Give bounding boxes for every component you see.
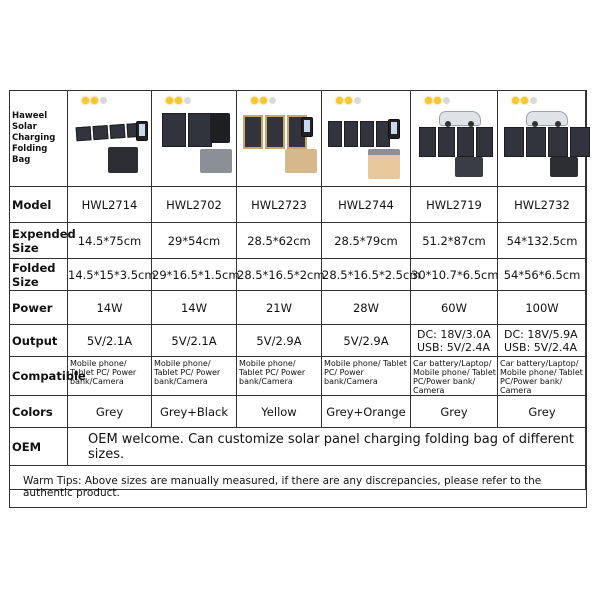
cell-expanded: 51.2*87cm bbox=[411, 223, 498, 259]
compatible-row bbox=[10, 357, 587, 396]
cell-compatible: Car battery/Laptop/ Mobile phone/ Tablet PC/Power bank/ Camera bbox=[498, 357, 587, 396]
phone-icon bbox=[136, 121, 148, 141]
cell-output-multi bbox=[411, 325, 498, 357]
cell-folded: 29*16.5*1.5cm bbox=[152, 259, 237, 291]
sun-icon bbox=[425, 97, 450, 104]
car-icon bbox=[526, 111, 568, 126]
product-image-hwl2723 bbox=[237, 91, 322, 187]
sun-icon bbox=[336, 97, 361, 104]
cell-folded: 28.5*16.5*2cm bbox=[237, 259, 322, 291]
sun-icon bbox=[82, 97, 107, 104]
cell-model: HWL2702 bbox=[152, 187, 237, 223]
cell-model: HWL2732 bbox=[498, 187, 587, 223]
cell-color: Grey bbox=[68, 396, 152, 428]
cell-power: 100W bbox=[498, 291, 587, 325]
folded-size-row bbox=[10, 259, 587, 291]
cell-output-multi bbox=[498, 325, 587, 357]
row-label-power: Power bbox=[10, 291, 68, 325]
cell-compatible: Mobile phone/ Tablet PC/ Power bank/Camera bbox=[152, 357, 237, 396]
cell-compatible: Car battery/Laptop/ Mobile phone/ Tablet PC/Power bank/ Camera bbox=[411, 357, 498, 396]
output-row bbox=[10, 325, 587, 357]
cell-model: HWL2744 bbox=[322, 187, 411, 223]
cell-expanded: 28.5*62cm bbox=[237, 223, 322, 259]
cell-compatible: Mobile phone/ Tablet PC/ Power bank/Camera bbox=[68, 357, 152, 396]
row-label-compatible: Compatible bbox=[10, 357, 68, 396]
expanded-size-row bbox=[10, 223, 587, 259]
cell-output: 5V/2.1A bbox=[68, 325, 152, 357]
cell-color: Grey bbox=[411, 396, 498, 428]
cell-folded: 30*10.7*6.5cm bbox=[411, 259, 498, 291]
cell-color: Grey bbox=[498, 396, 587, 428]
cell-output: 5V/2.9A bbox=[322, 325, 411, 357]
output-dc: DC: 18V/5.9A bbox=[504, 327, 578, 341]
cell-color: Grey+Orange bbox=[322, 396, 411, 428]
spec-table bbox=[9, 90, 587, 508]
cell-folded: 54*56*6.5cm bbox=[498, 259, 587, 291]
power-row bbox=[10, 291, 587, 325]
cell-color: Grey+Black bbox=[152, 396, 237, 428]
sun-icon bbox=[512, 97, 537, 104]
row-label-colors: Colors bbox=[10, 396, 68, 428]
cell-folded: 14.5*15*3.5cm bbox=[68, 259, 152, 291]
row-label-folded: Folded Size bbox=[10, 259, 68, 291]
output-dc: DC: 18V/3.0A bbox=[417, 327, 491, 341]
cell-expanded: 14.5*75cm bbox=[68, 223, 152, 259]
cell-output: 5V/2.9A bbox=[237, 325, 322, 357]
output-usb: USB: 5V/2.4A bbox=[417, 340, 491, 354]
oem-row bbox=[10, 428, 587, 466]
row-label-oem: OEM bbox=[10, 428, 68, 466]
cell-model: HWL2714 bbox=[68, 187, 152, 223]
warm-tips-row bbox=[10, 466, 587, 508]
warm-tips: Warm Tips: Above sizes are manually measured, if there are any discrepancies, please refer to the authentic product. bbox=[10, 466, 587, 508]
phone-icon bbox=[301, 117, 313, 137]
phone-icon bbox=[388, 119, 400, 139]
row-label-expanded: Expended Size bbox=[10, 223, 68, 259]
cell-power: 21W bbox=[237, 291, 322, 325]
cell-compatible: Mobile phone/ Tablet PC/ Power bank/Camera bbox=[322, 357, 411, 396]
cell-power: 14W bbox=[152, 291, 237, 325]
model-row bbox=[10, 187, 587, 223]
product-image-hwl2702 bbox=[152, 91, 237, 187]
row-label-output: Output bbox=[10, 325, 68, 357]
cell-model: HWL2723 bbox=[237, 187, 322, 223]
brand-title: Haweel Solar Charging Folding Bag bbox=[10, 91, 68, 187]
product-image-hwl2744 bbox=[322, 91, 411, 187]
row-label-model: Model bbox=[10, 187, 68, 223]
cell-power: 14W bbox=[68, 291, 152, 325]
car-icon bbox=[439, 111, 481, 126]
sun-icon bbox=[251, 97, 276, 104]
cell-model: HWL2719 bbox=[411, 187, 498, 223]
output-usb: USB: 5V/2.4A bbox=[504, 340, 578, 354]
cell-compatible: Mobile phone/ Tablet PC/ Power bank/Camera bbox=[237, 357, 322, 396]
colors-row bbox=[10, 396, 587, 428]
sun-icon bbox=[166, 97, 191, 104]
cell-power: 60W bbox=[411, 291, 498, 325]
oem-text: OEM welcome. Can customize solar panel charging folding bag of different sizes. bbox=[68, 428, 587, 466]
cell-power: 28W bbox=[322, 291, 411, 325]
cell-output: 5V/2.1A bbox=[152, 325, 237, 357]
cell-folded: 28.5*16.5*2.5cm bbox=[322, 259, 411, 291]
cell-expanded: 28.5*79cm bbox=[322, 223, 411, 259]
cell-expanded: 54*132.5cm bbox=[498, 223, 587, 259]
product-image-hwl2732 bbox=[498, 91, 587, 187]
cell-color: Yellow bbox=[237, 396, 322, 428]
cell-expanded: 29*54cm bbox=[152, 223, 237, 259]
product-image-hwl2719 bbox=[411, 91, 498, 187]
image-row bbox=[10, 91, 587, 187]
product-image-hwl2714 bbox=[68, 91, 152, 187]
